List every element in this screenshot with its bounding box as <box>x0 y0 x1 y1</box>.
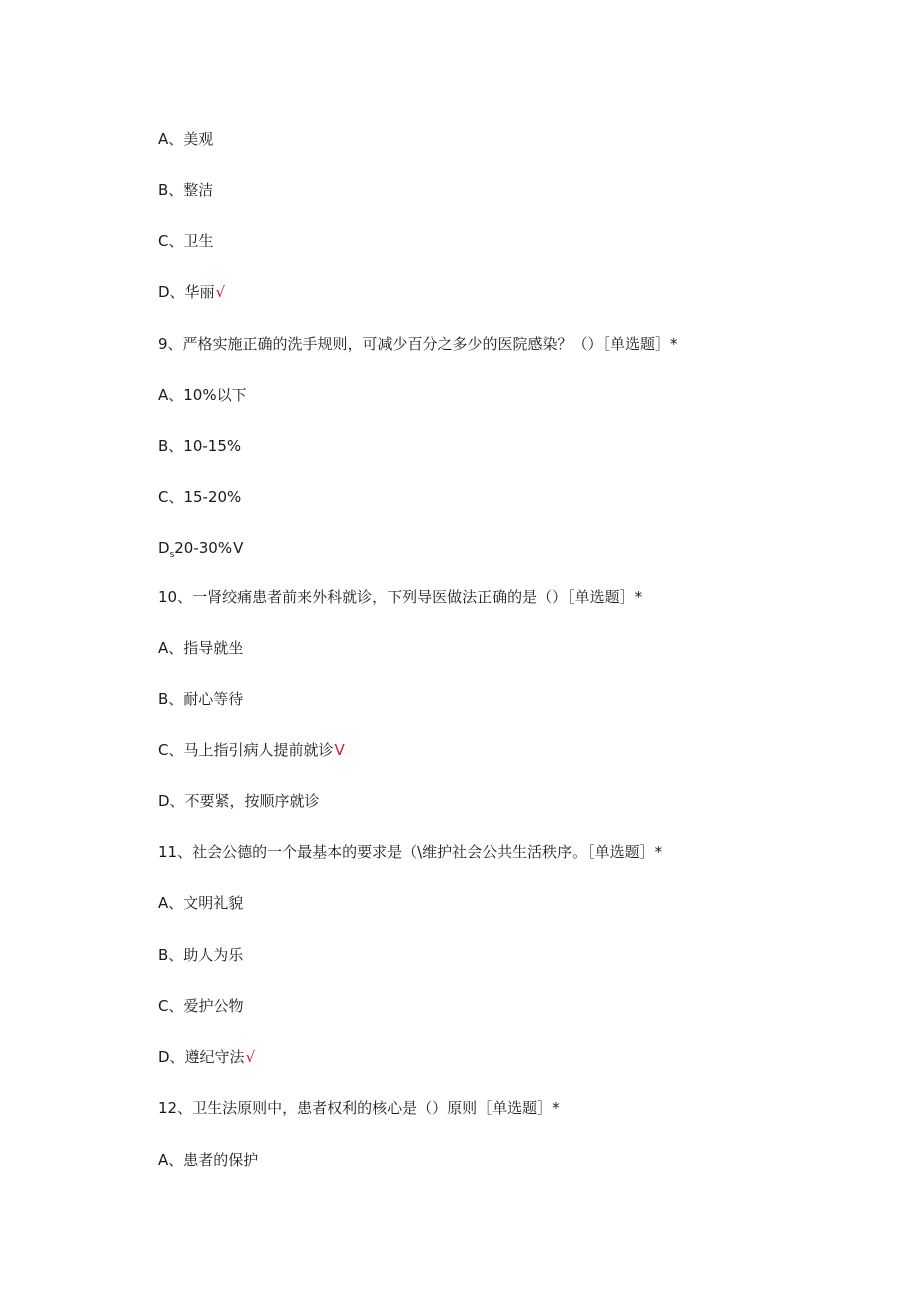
option-label: A、10%以下 <box>158 386 247 404</box>
option-label: B、10-15% <box>158 437 242 455</box>
answer-check-mark: V <box>334 741 345 759</box>
q9-option-c <box>158 487 241 507</box>
q9-option-b <box>158 436 241 456</box>
question-9-text: 9、严格实施正确的洗手规则，可减少百分之多少的医院感染？（）［单选题］* <box>158 335 678 353</box>
q10-option-b <box>158 689 243 709</box>
option-prefix: D <box>158 539 170 557</box>
q11-option-b <box>158 945 243 965</box>
answer-check-mark: √ <box>245 1048 256 1066</box>
option-d <box>158 282 225 302</box>
option-label: D、华丽 <box>158 283 215 301</box>
option-label: C、爱护公物 <box>158 997 244 1015</box>
option-label: A、指导就坐 <box>158 639 244 657</box>
answer-check-mark: √ <box>215 283 226 301</box>
q10-option-a <box>158 638 243 658</box>
question-11-text: 11、社会公德的一个最基本的要求是（\维护社会公共生活秩序。［单选题］* <box>158 843 663 861</box>
question-12-text: 12、卫生法原则中，患者权利的核心是（）原则［单选题］* <box>158 1099 560 1117</box>
option-label: B、整洁 <box>158 181 214 199</box>
option-prefix-subscript: s <box>169 550 175 560</box>
q11-option-a <box>158 893 243 913</box>
option-a <box>158 129 213 149</box>
option-label: C、卫生 <box>158 232 214 250</box>
q9-option-a <box>158 385 247 405</box>
q10-option-d <box>158 791 320 811</box>
option-b <box>158 180 213 200</box>
option-label: C、马上指引病人提前就诊 <box>158 741 334 759</box>
q10-option-c <box>158 740 345 760</box>
option-label: A、患者的保护 <box>158 1151 259 1169</box>
q11-option-c <box>158 996 243 1016</box>
option-c <box>158 231 213 251</box>
option-label: A、美观 <box>158 130 214 148</box>
option-label: A、文明礼貌 <box>158 894 244 912</box>
option-label: B、助人为乐 <box>158 946 244 964</box>
option-label: 20-30% <box>174 539 233 557</box>
q12-option-a <box>158 1150 258 1170</box>
option-label: D、遵纪守法 <box>158 1048 245 1066</box>
question-10-text: 10、一肾绞痛患者前来外科就诊，下列导医做法正确的是（）［单选题］* <box>158 588 643 606</box>
option-label: C、15-20% <box>158 488 242 506</box>
option-label: D、不要紧，按顺序就诊 <box>158 792 320 810</box>
option-label: B、耐心等待 <box>158 690 244 708</box>
q11-option-d <box>158 1047 255 1067</box>
answer-check-mark: V <box>233 539 244 557</box>
q9-option-d <box>158 538 243 565</box>
